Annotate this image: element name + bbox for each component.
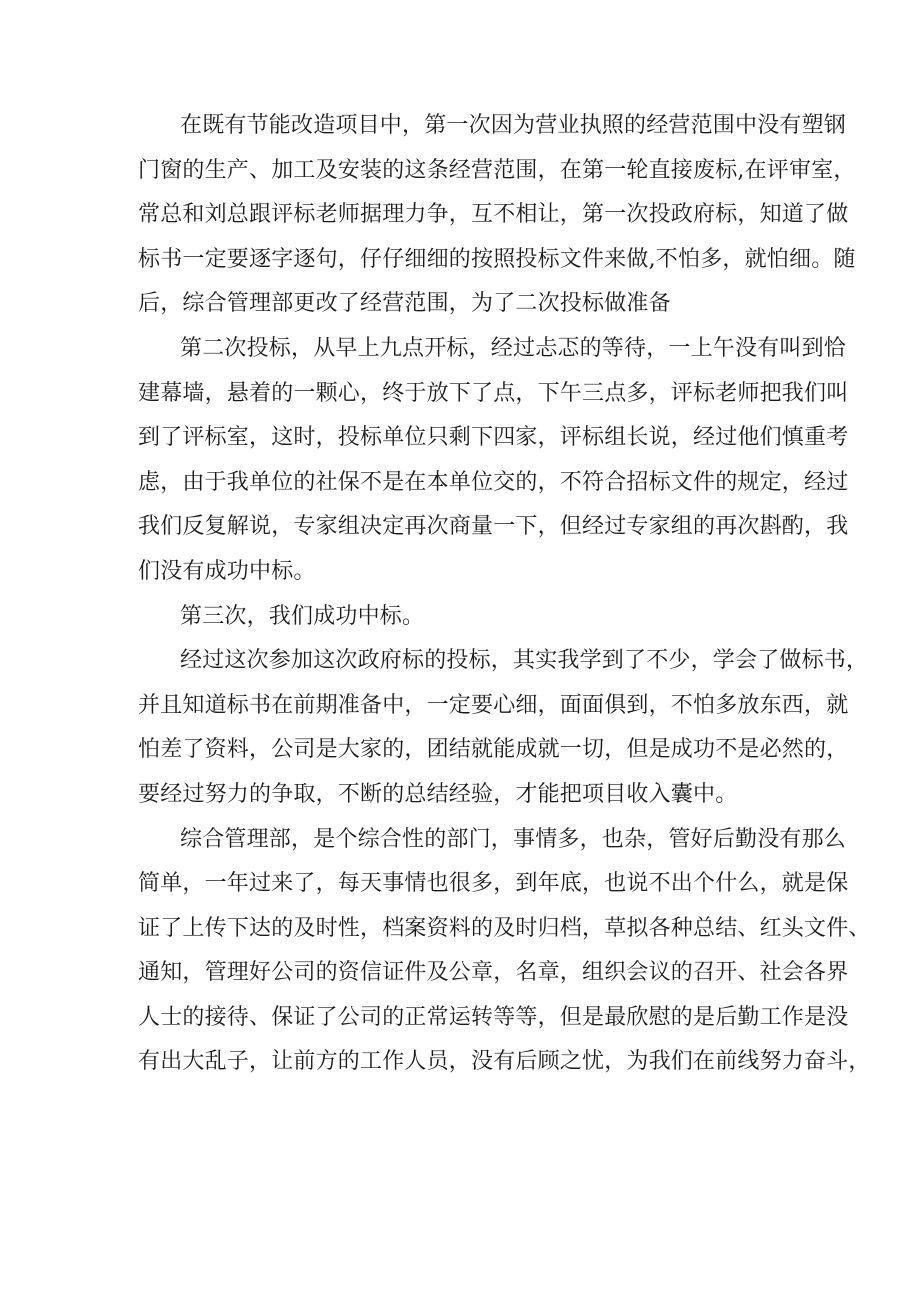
text-line: 在既有节能改造项目中，第一次因为营业执照的经营范围中没有塑钢: [180, 113, 847, 138]
text-line: 标书一定要逐字逐句，仔仔细细的按照投标文件来做,不怕多，就怕细。随: [138, 246, 856, 272]
text-line: 经过这次参加这次政府标的投标，其实我学到了不少，学会了做标书，: [180, 648, 869, 674]
text-line: 有出大乱子，让前方的工作人员，没有后顾之忧，为我们在前线努力奋斗，: [138, 1049, 871, 1075]
paragraph-4: [138, 639, 869, 817]
text-line: 怕差了资料，公司是大家的，团结就能成就一切，但是成功不是必然的，: [138, 737, 849, 763]
text-line: 们没有成功中标。: [138, 558, 316, 584]
text-line: 建幕墙，悬着的一颗心，终于放下了点，下午三点多，评标老师把我们叫: [138, 380, 849, 406]
text-line: 人士的接待、保证了公司的正常运转等等，但是最欣慰的是后勤工作是没: [138, 1004, 849, 1030]
paragraph-1: [138, 104, 856, 327]
text-line: 综合管理部，是个综合性的部门，事情多，也杂，管好后勤没有那么: [180, 826, 847, 852]
text-line: 简单，一年过来了，每天事情也很多，到年底，也说不出个什么，就是保: [138, 871, 849, 897]
text-line: 到了评标室，这时，投标单位只剩下四家，评标组长说，经过他们慎重考: [138, 425, 849, 451]
paragraph-5: [138, 818, 871, 1086]
document-body: [138, 104, 871, 1085]
text-line: 第三次，我们成功中标。: [180, 603, 425, 629]
text-line: 第二次投标，从早上九点开标，经过忐忑的等待，一上午没有叫到恰: [180, 335, 847, 361]
text-line: 要经过努力的争取，不断的总结经验，才能把项目收入囊中。: [138, 781, 738, 807]
text-line: 后，综合管理部更改了经营范围，为了二次投标做准备: [138, 291, 671, 317]
text-line: 并且知道标书在前期准备中，一定要心细，面面俱到，不怕多放东西，就: [138, 692, 849, 718]
text-line: 门窗的生产、加工及安装的这条经营范围，在第一轮直接废标,在评审室，: [138, 157, 856, 183]
paragraph-3: [138, 595, 802, 640]
text-line: 我们反复解说，专家组决定再次商量一下，但经过专家组的再次斟酌，我: [138, 514, 849, 540]
text-line: 通知，管理好公司的资信证件及公章，名章，组织会议的召开、社会各界: [138, 960, 849, 986]
text-line: 证了上传下达的及时性，档案资料的及时归档，草拟各种总结、红头文件、: [138, 915, 871, 941]
paragraph-2: [138, 327, 849, 595]
text-line: 虑，由于我单位的社保不是在本单位交的，不符合招标文件的规定，经过: [138, 469, 849, 495]
text-line: 常总和刘总跟评标老师据理力争，互不相让，第一次投政府标，知道了做: [138, 202, 849, 228]
